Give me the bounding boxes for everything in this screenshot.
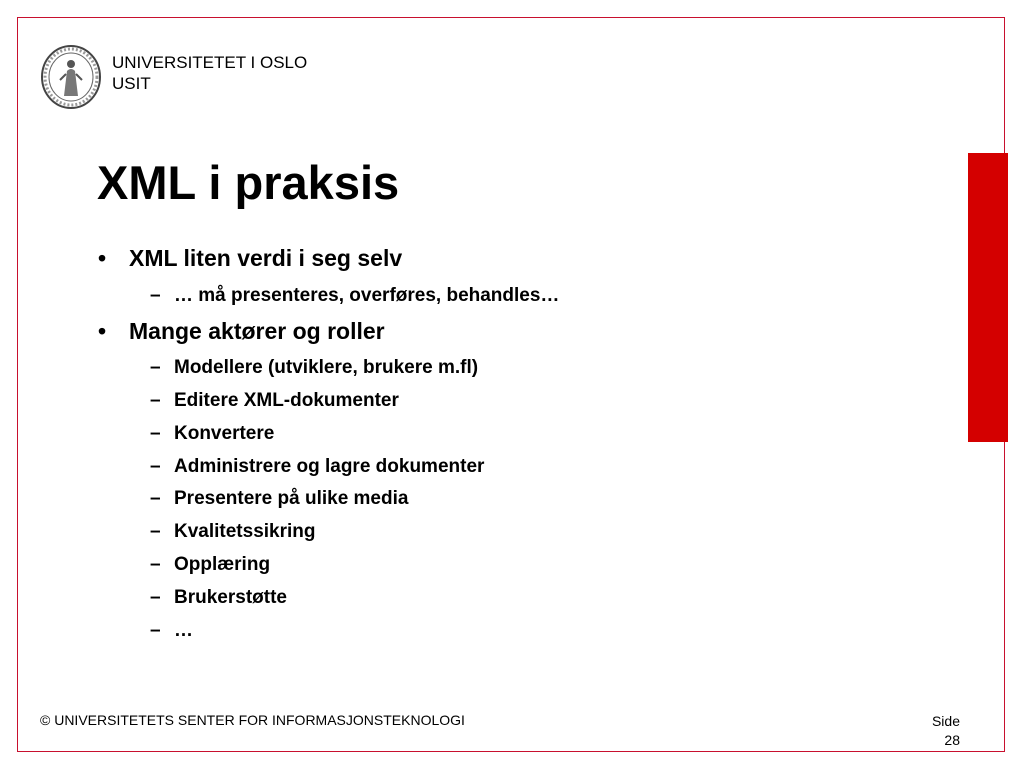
dash-marker: – (150, 357, 161, 378)
dash-marker: – (150, 554, 161, 575)
dash-marker: – (150, 285, 161, 306)
sub-bullet-text: … må presenteres, overføres, behandles… (174, 285, 560, 306)
dash-marker: – (150, 423, 161, 444)
org-line-2: USIT (112, 74, 151, 93)
dash-marker: – (150, 521, 161, 542)
sub-bullet-text: Konvertere (174, 423, 275, 444)
sub-bullet-text: Modellere (utviklere, brukere m.fl) (174, 357, 479, 378)
slide-title: XML i praksis (97, 156, 400, 209)
sub-bullet-text: Presentere på ulike media (174, 488, 409, 509)
page-number-value: 28 (944, 732, 960, 748)
dash-marker: – (150, 390, 161, 411)
dash-marker: – (150, 620, 161, 641)
sub-bullet-text: Administrere og lagre dokumenter (174, 456, 485, 477)
sub-bullet-text: Opplæring (174, 554, 271, 575)
dash-marker: – (150, 488, 161, 509)
dash-marker: – (150, 587, 161, 608)
footer-copyright: © UNIVERSITETETS SENTER FOR INFORMASJONSTEKNOLOGI (40, 712, 465, 728)
sub-bullet-text: Brukerstøtte (174, 587, 287, 608)
sub-bullet-text: … (174, 620, 193, 641)
page-number (920, 712, 960, 750)
dash-marker: – (150, 456, 161, 477)
bullet-marker: • (98, 318, 107, 344)
bullet-text: Mange aktører og roller (129, 318, 385, 344)
bullet-text: XML liten verdi i seg selv (129, 245, 403, 271)
sub-bullet-text: Editere XML-dokumenter (174, 390, 399, 411)
sub-bullet-text: Kvalitetssikring (174, 521, 316, 542)
bullet-marker: • (98, 245, 107, 271)
org-line-1: UNIVERSITETET I OSLO (112, 53, 308, 72)
page-label: Side (931, 713, 960, 729)
